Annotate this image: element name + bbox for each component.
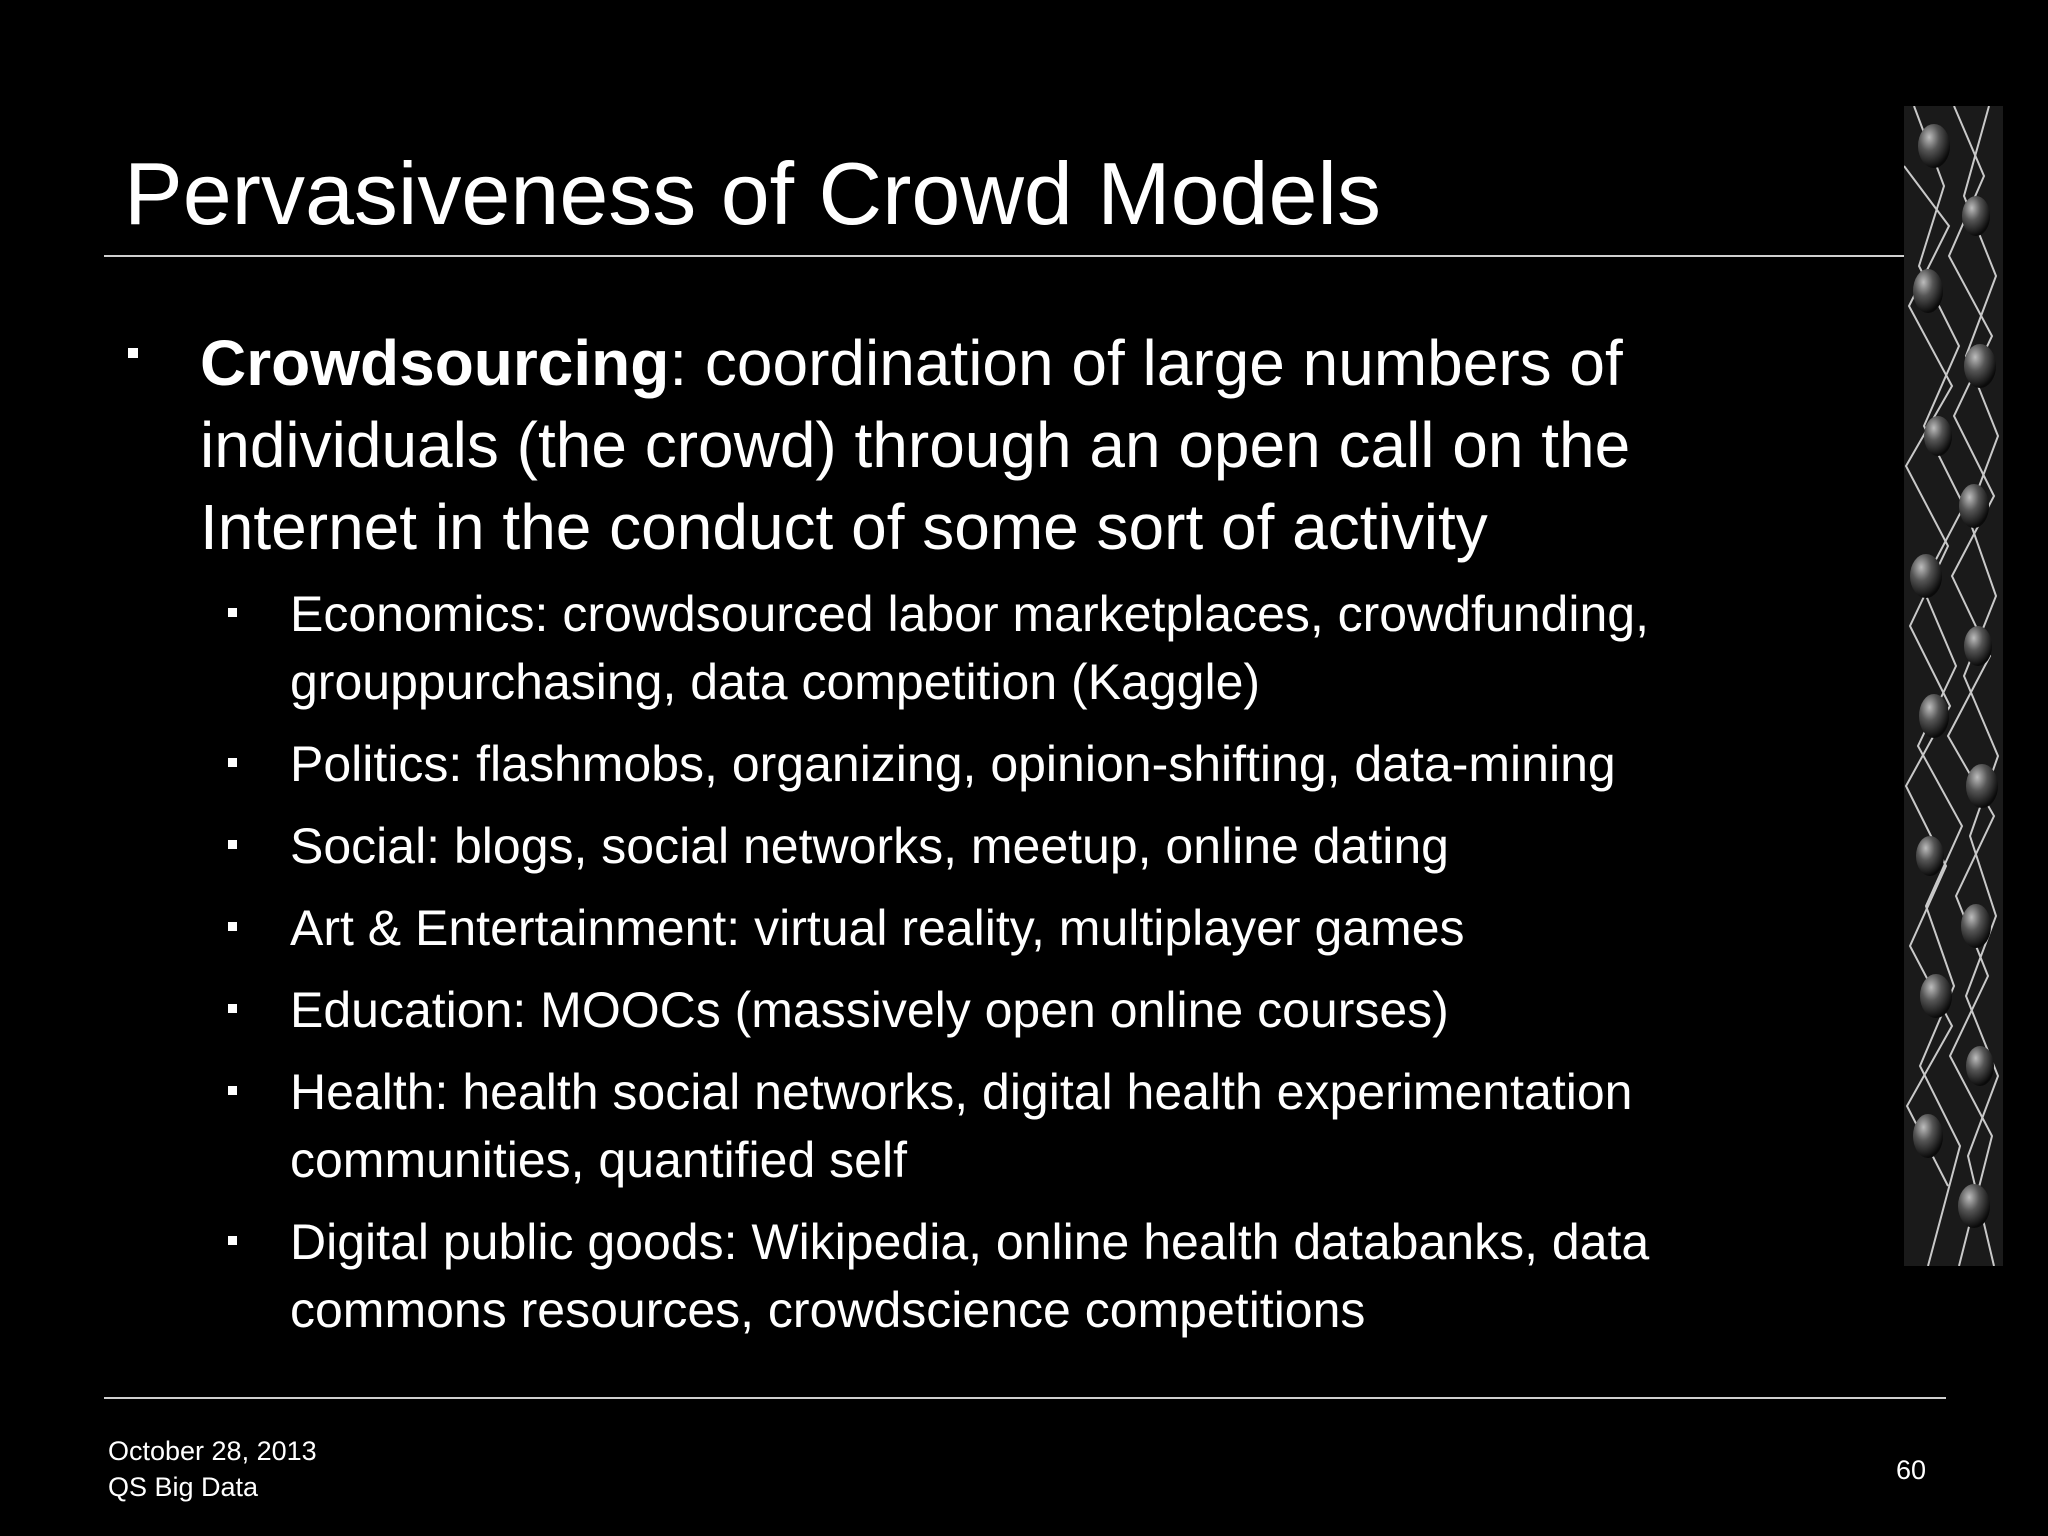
square-bullet-icon [128,348,138,358]
sub-bullet-social [124,812,1864,880]
main-bullet-definition: : coordination of large numbers of individuals (the crowd) through an open call on the Internet in the conduct of some sort of activity [200,327,1631,563]
title-divider [104,255,1904,257]
sub-bullet-text: Politics: flashmobs, organizing, opinion-shifting, data-mining [290,736,1616,792]
footer-info [108,1433,317,1505]
sub-bullet-politics [124,730,1864,798]
footer-divider [104,1397,1946,1399]
main-bullet [124,322,1864,568]
sub-bullet-health [124,1058,1864,1194]
sub-bullet-text: Economics: crowdsourced labor marketplaces, crowdfunding, grouppurchasing, data competition (Kaggle) [290,586,1649,710]
page-number: 60 [1896,1455,1927,1485]
sub-bullet-text: Education: MOOCs (massively open online courses) [290,982,1449,1038]
square-bullet-icon [228,1086,237,1095]
slide-body [124,322,1864,1358]
sub-bullet-list [124,580,1864,1344]
footer-event: QS Big Data [108,1472,259,1502]
sub-bullet-education [124,976,1864,1044]
square-bullet-icon [228,840,237,849]
main-bullet-term: Crowdsourcing [200,327,670,399]
square-bullet-icon [228,1236,237,1245]
sub-bullet-text: Social: blogs, social networks, meetup, online dating [290,818,1449,874]
sub-bullet-text: Digital public goods: Wikipedia, online health databanks, data commons resources, crowdscience competitions [290,1214,1650,1338]
slide-title: Pervasiveness of Crowd Models [124,144,1381,243]
sub-bullet-economics [124,580,1864,716]
square-bullet-icon [228,758,237,767]
footer-date: October 28, 2013 [108,1436,317,1466]
sub-bullet-digital-public-goods [124,1208,1864,1344]
sub-bullet-text: Health: health social networks, digital health experimentation communities, quantified self [290,1064,1633,1188]
sub-bullet-art-entertainment [124,894,1864,962]
square-bullet-icon [228,1004,237,1013]
square-bullet-icon [228,608,237,617]
sub-bullet-text: Art & Entertainment: virtual reality, multiplayer games [290,900,1465,956]
network-pattern-image [1904,106,2003,1266]
square-bullet-icon [228,922,237,931]
